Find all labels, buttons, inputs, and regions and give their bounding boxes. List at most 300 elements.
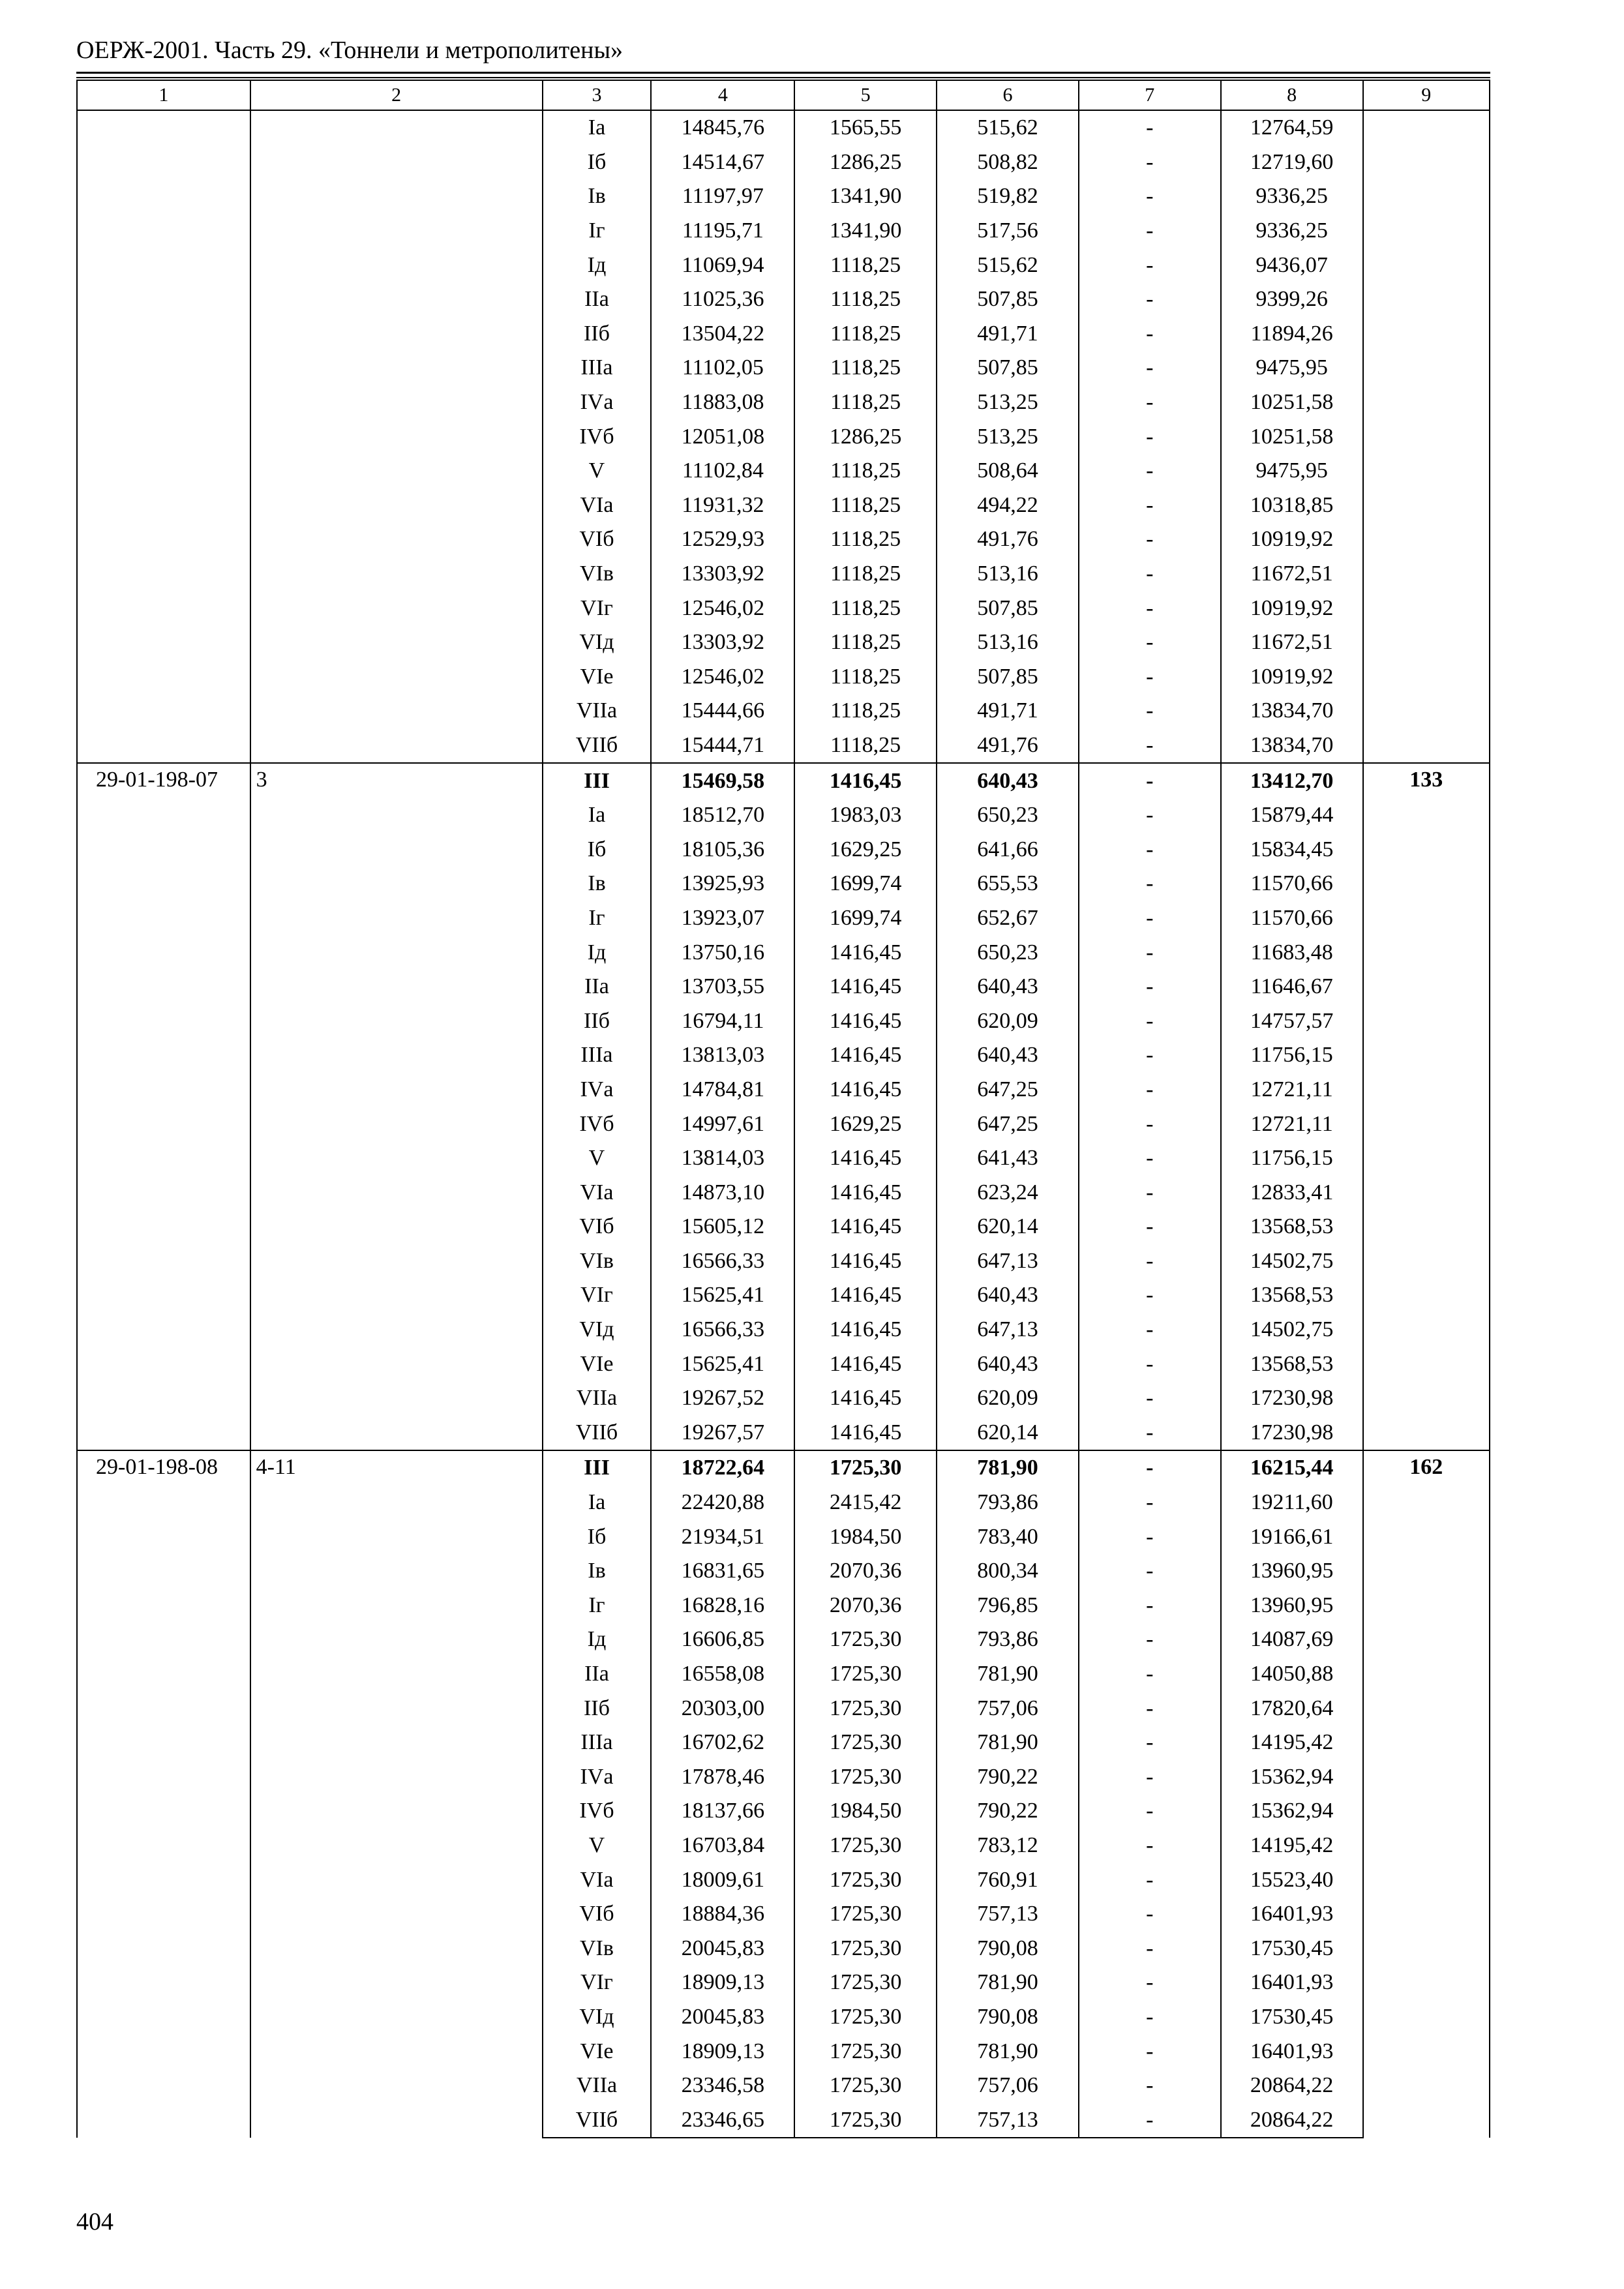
value-cell: 23346,58 [651,2069,794,2103]
value-cell: - [1079,1589,1221,1623]
value-cell: 2070,36 [794,1554,937,1589]
value-cell: 16566,33 [651,1313,794,1347]
value-cell: 1341,90 [794,179,937,214]
value-cell: 13303,92 [651,625,794,660]
value-cell: 14050,88 [1221,1657,1363,1692]
zone-cell: VIб [543,1897,652,1932]
value-cell: 10251,58 [1221,419,1363,454]
value-cell: 14502,75 [1221,1244,1363,1279]
zone-cell: VIIа [543,2069,652,2103]
value-cell: 620,09 [937,1004,1079,1038]
value-cell: 517,56 [937,214,1079,248]
zone-cell: IIб [543,1004,652,1038]
zone-cell: VIа [543,1863,652,1897]
value-cell: 18884,36 [651,1897,794,1932]
value-cell: - [1079,1794,1221,1829]
value-cell: 14845,76 [651,110,794,145]
value-cell: 13568,53 [1221,1210,1363,1244]
zone-cell: IVа [543,385,652,420]
value-cell: - [1079,1175,1221,1210]
zone-cell: Iб [543,832,652,867]
value-cell: 508,64 [937,454,1079,488]
value-cell: 19166,61 [1221,1519,1363,1554]
value-cell: 1725,30 [794,1450,937,1486]
zone-cell: IVа [543,1073,652,1107]
value-cell: 1725,30 [794,1966,937,2000]
value-cell: - [1079,1829,1221,1863]
table-row [77,110,1490,145]
value-cell: 1118,25 [794,488,937,523]
value-cell: - [1079,1107,1221,1141]
value-cell: - [1079,1931,1221,1966]
value-cell: - [1079,351,1221,385]
value-cell: 1416,45 [794,763,937,798]
value-cell: 16401,93 [1221,2034,1363,2069]
value-cell: 16215,44 [1221,1450,1363,1486]
value-cell: - [1079,901,1221,936]
value-cell: 20864,22 [1221,2069,1363,2103]
value-cell: - [1079,798,1221,833]
value-cell: 1416,45 [794,1038,937,1073]
value-cell: - [1079,1038,1221,1073]
value-cell: 1118,25 [794,317,937,352]
value-cell: 11102,05 [651,351,794,385]
column-number: 9 [1363,80,1490,110]
value-cell: 16831,65 [651,1554,794,1589]
value-cell: 18009,61 [651,1863,794,1897]
zone-cell: VIг [543,591,652,625]
value-cell: 641,43 [937,1141,1079,1176]
value-cell: 20864,22 [1221,2102,1363,2138]
value-cell: 1118,25 [794,694,937,728]
value-cell: 757,06 [937,2069,1079,2103]
value-cell: - [1079,1416,1221,1451]
value-cell: - [1079,1863,1221,1897]
value-cell: 1699,74 [794,901,937,936]
zone-cell: IVб [543,419,652,454]
zone-cell: Iг [543,901,652,936]
value-cell: 1286,25 [794,145,937,180]
value-cell: 11570,66 [1221,901,1363,936]
value-cell: 494,22 [937,488,1079,523]
value-cell: 15879,44 [1221,798,1363,833]
value-cell: 513,25 [937,385,1079,420]
value-cell: 9336,25 [1221,214,1363,248]
unit-cell [250,110,543,763]
value-cell: - [1079,591,1221,625]
value-cell: 1984,50 [794,1794,937,1829]
zone-cell: VIб [543,522,652,557]
value-cell: - [1079,1657,1221,1692]
zone-cell: IIIа [543,1726,652,1760]
value-cell: 11570,66 [1221,867,1363,901]
value-cell: 1699,74 [794,867,937,901]
value-cell: - [1079,660,1221,695]
value-cell: 15444,66 [651,694,794,728]
value-cell: 507,85 [937,282,1079,317]
value-cell: 640,43 [937,1038,1079,1073]
value-cell: 793,86 [937,1486,1079,1520]
header-rule-thin [76,77,1490,78]
zone-cell: VIд [543,625,652,660]
value-cell: 513,25 [937,419,1079,454]
value-cell: - [1079,1726,1221,1760]
value-cell: 781,90 [937,1657,1079,1692]
value-cell: 1416,45 [794,935,937,970]
zone-cell: IIа [543,970,652,1004]
zone-cell: VIг [543,1966,652,2000]
value-cell: - [1079,145,1221,180]
value-cell: 1416,45 [794,1416,937,1451]
zone-cell: VIг [543,1278,652,1313]
value-cell: 15362,94 [1221,1760,1363,1795]
value-cell: 640,43 [937,1278,1079,1313]
zone-cell: VIа [543,488,652,523]
value-cell: 13960,95 [1221,1589,1363,1623]
value-cell: 12833,41 [1221,1175,1363,1210]
value-cell: 12051,08 [651,419,794,454]
value-cell: 14757,57 [1221,1004,1363,1038]
value-cell: 15362,94 [1221,1794,1363,1829]
value-cell: - [1079,867,1221,901]
zone-cell: VIIа [543,694,652,728]
value-cell: 13750,16 [651,935,794,970]
value-cell: 513,16 [937,625,1079,660]
unit-cell: 3 [250,763,543,1450]
value-cell: 793,86 [937,1623,1079,1657]
zone-cell: III [543,763,652,798]
zone-cell: IIб [543,317,652,352]
value-cell: 20045,83 [651,2000,794,2035]
value-cell: 491,71 [937,694,1079,728]
value-cell: 16794,11 [651,1004,794,1038]
value-cell: 17878,46 [651,1760,794,1795]
column9-cell: 162 [1363,1450,1490,2138]
value-cell: 1629,25 [794,1107,937,1141]
value-cell: 17820,64 [1221,1691,1363,1726]
value-cell: 1629,25 [794,832,937,867]
value-cell: 781,90 [937,1966,1079,2000]
value-cell: 18105,36 [651,832,794,867]
value-cell: 1118,25 [794,728,937,764]
zone-cell: VIIб [543,728,652,764]
page-number: 404 [76,2208,113,2236]
value-cell: 18137,66 [651,1794,794,1829]
value-cell: 13504,22 [651,317,794,352]
value-cell: 13303,92 [651,557,794,591]
value-cell: 1725,30 [794,1863,937,1897]
value-cell: 623,24 [937,1175,1079,1210]
value-cell: 11672,51 [1221,557,1363,591]
value-cell: 13412,70 [1221,763,1363,798]
zone-cell: V [543,454,652,488]
value-cell: 1118,25 [794,660,937,695]
value-cell: 12719,60 [1221,145,1363,180]
value-cell: 13568,53 [1221,1278,1363,1313]
value-cell: 11894,26 [1221,317,1363,352]
value-cell: 513,16 [937,557,1079,591]
value-cell: 790,22 [937,1794,1079,1829]
rate-code-cell: 29-01-198-07 [77,763,250,1450]
value-cell: 18722,64 [651,1450,794,1486]
value-cell: 23346,65 [651,2102,794,2138]
zone-cell: IIа [543,1657,652,1692]
column-number: 7 [1079,80,1221,110]
value-cell: 507,85 [937,660,1079,695]
value-cell: 1416,45 [794,1175,937,1210]
value-cell: - [1079,110,1221,145]
value-cell: 18909,13 [651,1966,794,2000]
value-cell: 652,67 [937,901,1079,936]
value-cell: 1118,25 [794,557,937,591]
column-number: 2 [250,80,543,110]
value-cell: 13925,93 [651,867,794,901]
value-cell: - [1079,179,1221,214]
value-cell: 12529,93 [651,522,794,557]
value-cell: 2070,36 [794,1589,937,1623]
value-cell: - [1079,1486,1221,1520]
value-cell: 1416,45 [794,1347,937,1381]
value-cell: 19267,52 [651,1381,794,1416]
value-cell: 10919,92 [1221,522,1363,557]
column-number: 8 [1221,80,1363,110]
value-cell: 14195,42 [1221,1726,1363,1760]
value-cell: 16401,93 [1221,1966,1363,2000]
value-cell: 11672,51 [1221,625,1363,660]
value-cell: 1725,30 [794,1657,937,1692]
zone-cell: V [543,1141,652,1176]
zone-cell: IIа [543,282,652,317]
value-cell: 11883,08 [651,385,794,420]
column-number: 1 [77,80,250,110]
value-cell: 1725,30 [794,1691,937,1726]
value-cell: 19267,57 [651,1416,794,1451]
value-cell: - [1079,1623,1221,1657]
value-cell: 15523,40 [1221,1863,1363,1897]
value-cell: 620,14 [937,1416,1079,1451]
value-cell: 1416,45 [794,1381,937,1416]
value-cell: - [1079,1244,1221,1279]
value-cell: 796,85 [937,1589,1079,1623]
value-cell: 1118,25 [794,591,937,625]
value-cell: 2415,42 [794,1486,937,1520]
table-body [77,80,1490,2138]
value-cell: 18512,70 [651,798,794,833]
value-cell: 1725,30 [794,1726,937,1760]
value-cell: 1725,30 [794,2069,937,2103]
value-cell: 640,43 [937,970,1079,1004]
value-cell: 1416,45 [794,970,937,1004]
value-cell: 1118,25 [794,248,937,282]
value-cell: 1725,30 [794,1829,937,1863]
value-cell: 11195,71 [651,214,794,248]
value-cell: 757,06 [937,1691,1079,1726]
value-cell: 11197,97 [651,179,794,214]
value-cell: - [1079,282,1221,317]
value-cell: - [1079,1450,1221,1486]
value-cell: - [1079,1347,1221,1381]
value-cell: 9436,07 [1221,248,1363,282]
value-cell: 1286,25 [794,419,937,454]
header-rule [76,72,1490,74]
zone-cell: Iа [543,798,652,833]
zone-cell: Iг [543,214,652,248]
page-header: ОЕРЖ-2001. Часть 29. «Тоннели и метрополитены» [76,37,624,64]
value-cell: 1118,25 [794,454,937,488]
value-cell: 1983,03 [794,798,937,833]
value-cell: 14514,67 [651,145,794,180]
value-cell: 9336,25 [1221,179,1363,214]
value-cell: 10251,58 [1221,385,1363,420]
value-cell: 15625,41 [651,1347,794,1381]
value-cell: 13703,55 [651,970,794,1004]
value-cell: 16558,08 [651,1657,794,1692]
value-cell: 491,71 [937,317,1079,352]
value-cell: 12721,11 [1221,1107,1363,1141]
zone-cell: VIб [543,1210,652,1244]
value-cell: 1416,45 [794,1004,937,1038]
value-cell: - [1079,970,1221,1004]
value-cell: 640,43 [937,763,1079,798]
value-cell: - [1079,2000,1221,2035]
value-cell: 14997,61 [651,1107,794,1141]
value-cell: 13834,70 [1221,728,1363,764]
value-cell: 1118,25 [794,385,937,420]
value-cell: 1416,45 [794,1313,937,1347]
value-cell: 19211,60 [1221,1486,1363,1520]
zone-cell: IVб [543,1107,652,1141]
zone-cell: VIIа [543,1381,652,1416]
value-cell: - [1079,248,1221,282]
value-cell: 1725,30 [794,2034,937,2069]
value-cell: 17230,98 [1221,1381,1363,1416]
value-cell: 1984,50 [794,1519,937,1554]
value-cell: 1118,25 [794,351,937,385]
value-cell: 13923,07 [651,901,794,936]
zone-cell: Iв [543,867,652,901]
zone-cell: VIд [543,2000,652,2035]
value-cell: 12546,02 [651,591,794,625]
value-cell: 21934,51 [651,1519,794,1554]
value-cell: 783,40 [937,1519,1079,1554]
value-cell: 20303,00 [651,1691,794,1726]
value-cell: 14195,42 [1221,1829,1363,1863]
value-cell: 14873,10 [651,1175,794,1210]
column-number-row [77,80,1490,110]
table-row [77,763,1490,798]
value-cell: 11069,94 [651,248,794,282]
zone-cell: Iа [543,110,652,145]
value-cell: 491,76 [937,728,1079,764]
value-cell: 647,13 [937,1244,1079,1279]
value-cell: 10318,85 [1221,488,1363,523]
zone-cell: VIв [543,557,652,591]
value-cell: 508,82 [937,145,1079,180]
value-cell: 15444,71 [651,728,794,764]
value-cell: 650,23 [937,935,1079,970]
value-cell: 11102,84 [651,454,794,488]
value-cell: - [1079,1313,1221,1347]
value-cell: 507,85 [937,351,1079,385]
value-cell: 757,13 [937,1897,1079,1932]
value-cell: - [1079,763,1221,798]
zone-cell: Iв [543,1554,652,1589]
value-cell: 800,34 [937,1554,1079,1589]
value-cell: 1118,25 [794,522,937,557]
value-cell: 14087,69 [1221,1623,1363,1657]
value-cell: 1416,45 [794,1210,937,1244]
value-cell: 11683,48 [1221,935,1363,970]
value-cell: 507,85 [937,591,1079,625]
value-cell: 13960,95 [1221,1554,1363,1589]
zone-cell: V [543,1829,652,1863]
zone-cell: VIе [543,1347,652,1381]
value-cell: 647,13 [937,1313,1079,1347]
value-cell: 12764,59 [1221,110,1363,145]
value-cell: 519,82 [937,179,1079,214]
value-cell: 620,09 [937,1381,1079,1416]
value-cell: - [1079,2102,1221,2138]
value-cell: - [1079,1691,1221,1726]
value-cell: - [1079,728,1221,764]
value-cell: - [1079,385,1221,420]
value-cell: 11756,15 [1221,1141,1363,1176]
zone-cell: VIIб [543,2102,652,2138]
value-cell: 9475,95 [1221,454,1363,488]
zone-cell: Iд [543,935,652,970]
value-cell: 515,62 [937,248,1079,282]
zone-cell: Iб [543,1519,652,1554]
value-cell: 1341,90 [794,214,937,248]
zone-cell: IVа [543,1760,652,1795]
value-cell: - [1079,488,1221,523]
value-cell: 1416,45 [794,1244,937,1279]
value-cell: 515,62 [937,110,1079,145]
column9-cell [1363,110,1490,763]
value-cell: - [1079,1278,1221,1313]
value-cell: 1416,45 [794,1073,937,1107]
value-cell: 491,76 [937,522,1079,557]
value-cell: - [1079,2034,1221,2069]
zone-cell: VIд [543,1313,652,1347]
rates-table [76,80,1490,2138]
value-cell: 17530,45 [1221,2000,1363,2035]
value-cell: 15469,58 [651,763,794,798]
value-cell: 14784,81 [651,1073,794,1107]
value-cell: 12546,02 [651,660,794,695]
column-number: 4 [651,80,794,110]
value-cell: 14502,75 [1221,1313,1363,1347]
value-cell: 22420,88 [651,1486,794,1520]
zone-cell: Iд [543,248,652,282]
zone-cell: III [543,1450,652,1486]
table-row [77,1450,1490,1486]
value-cell: 16703,84 [651,1829,794,1863]
value-cell: 1416,45 [794,1141,937,1176]
value-cell: 16828,16 [651,1589,794,1623]
value-cell: 640,43 [937,1347,1079,1381]
value-cell: 15834,45 [1221,832,1363,867]
column-number: 5 [794,80,937,110]
value-cell: 13814,03 [651,1141,794,1176]
value-cell: 790,08 [937,1931,1079,1966]
value-cell: - [1079,935,1221,970]
value-cell: 641,66 [937,832,1079,867]
unit-cell: 4-11 [250,1450,543,2138]
value-cell: 1725,30 [794,1623,937,1657]
value-cell: 790,08 [937,2000,1079,2035]
value-cell: 13813,03 [651,1038,794,1073]
